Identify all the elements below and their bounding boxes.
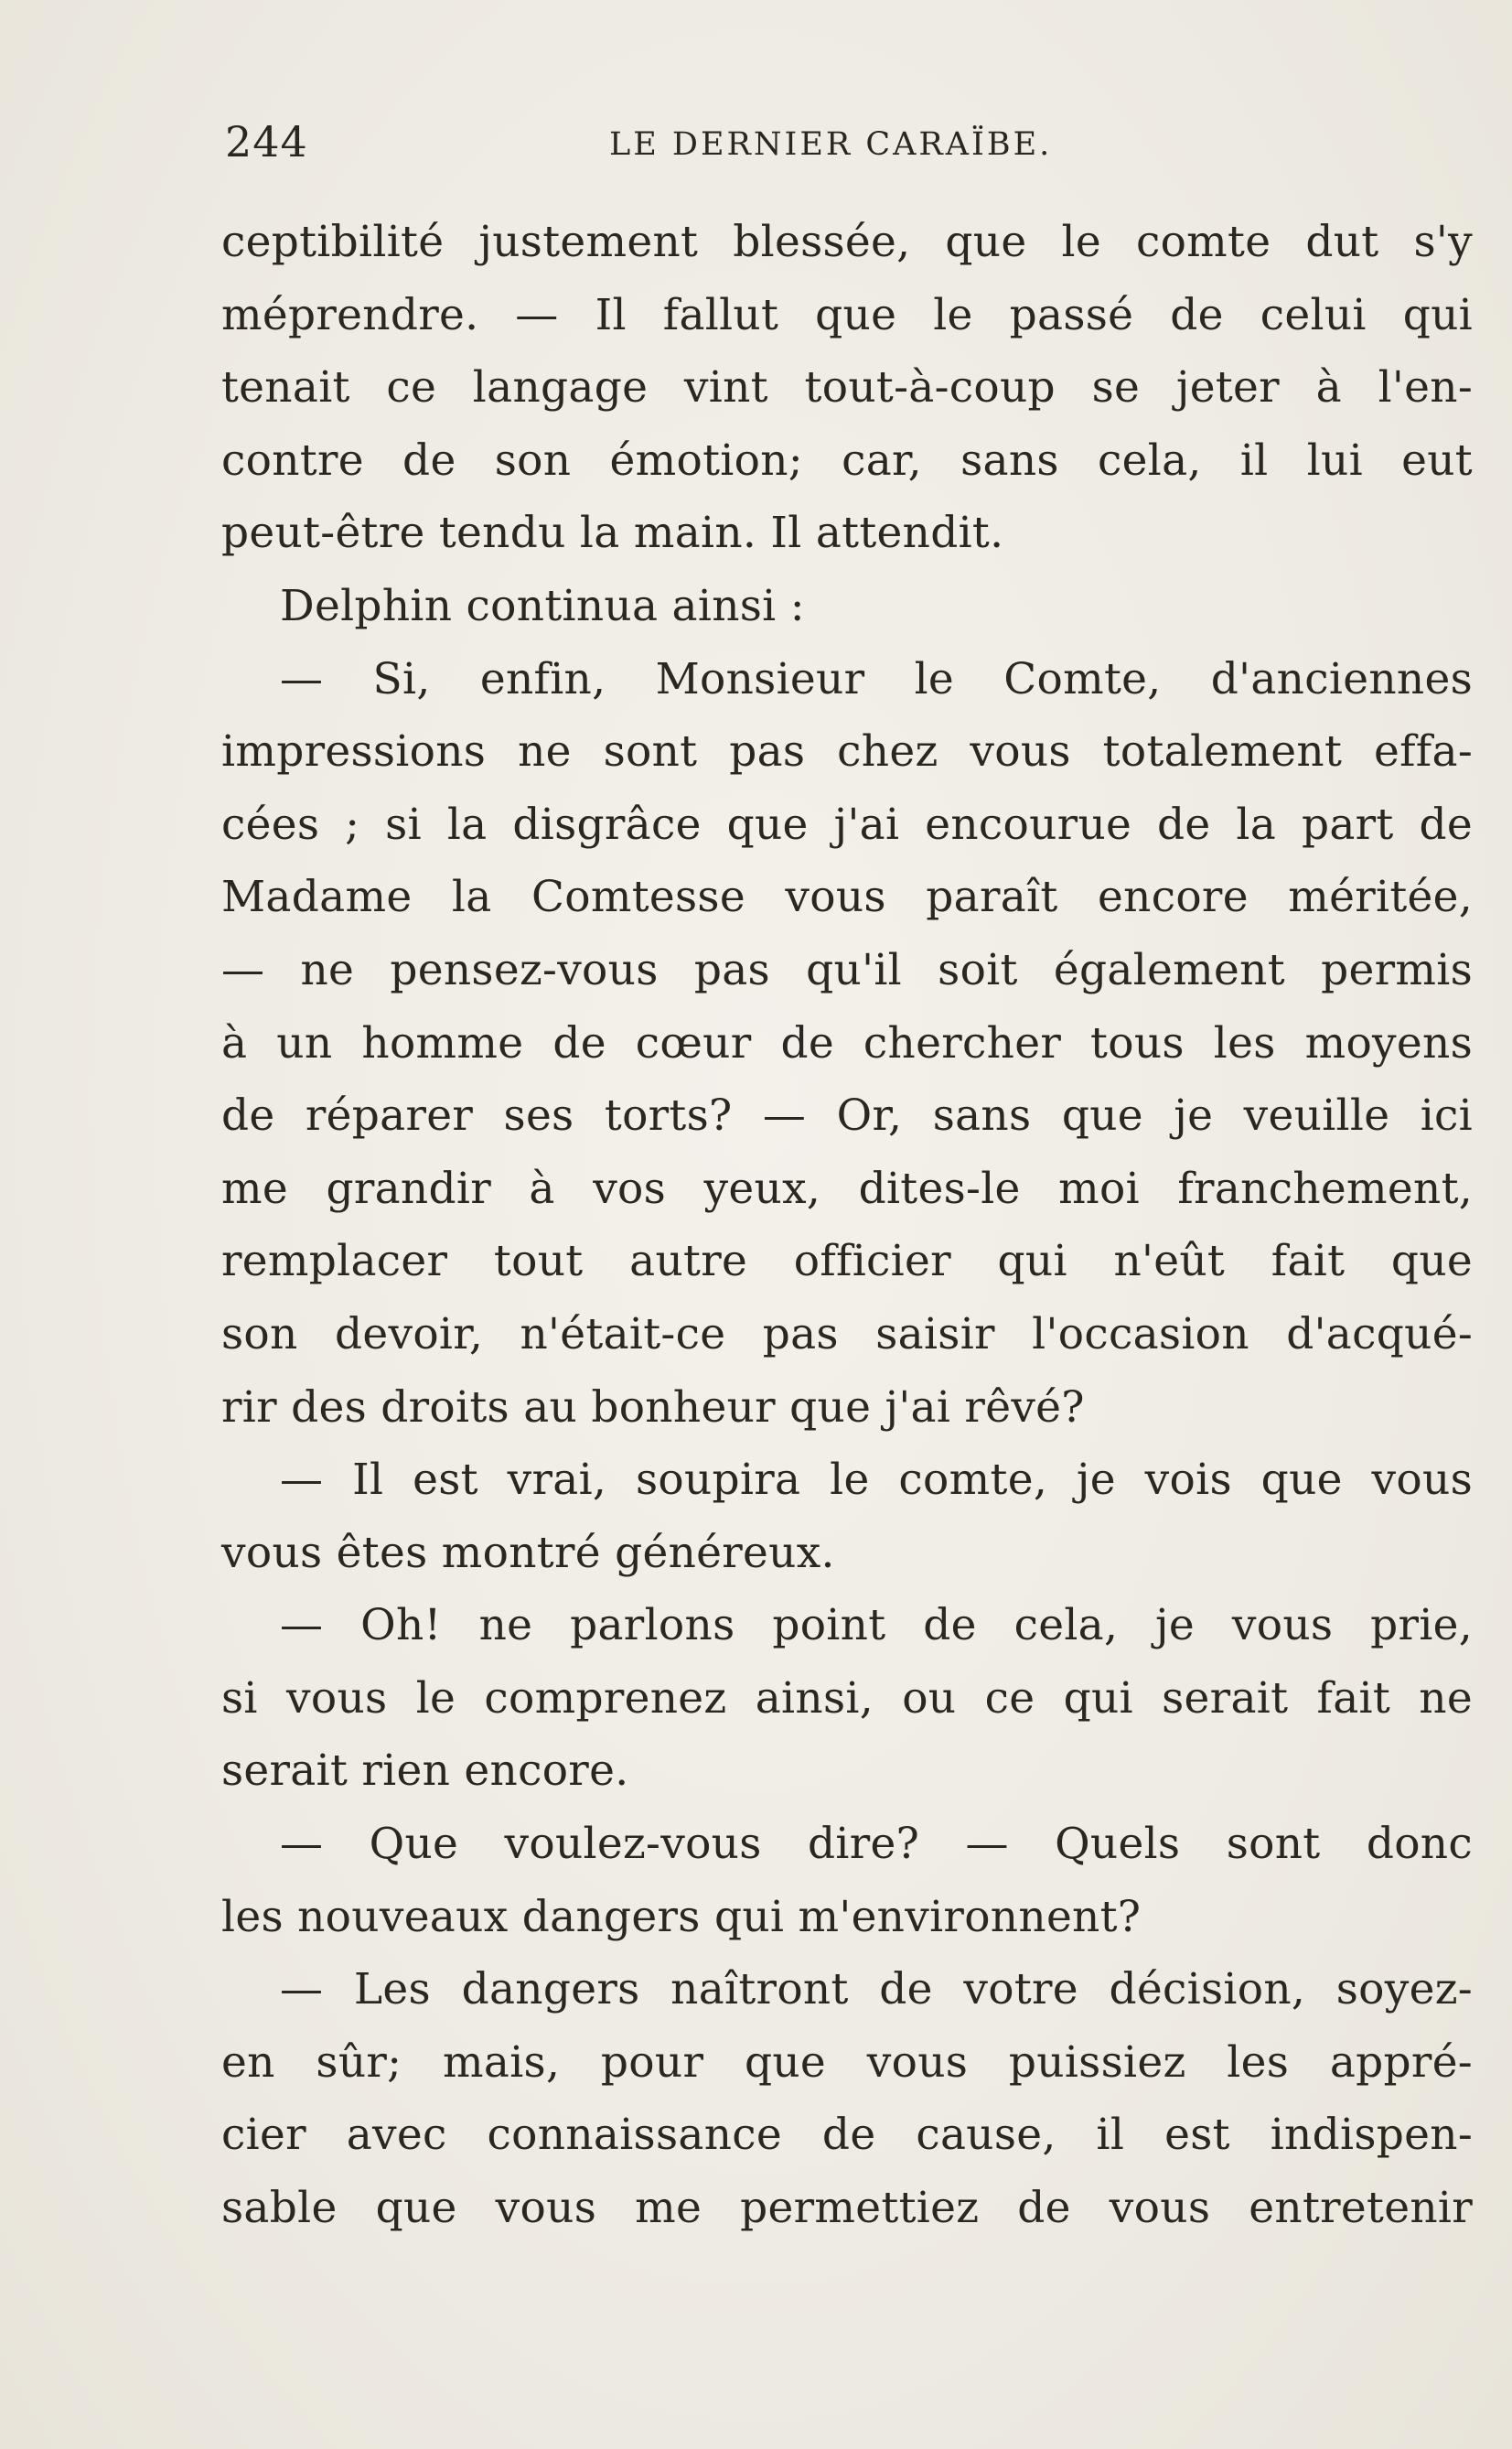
text-line: en sûr; mais, pour que vous puissiez les appré- <box>221 2036 1473 2088</box>
text-line: remplacer tout autre officier qui n'eût fait que <box>221 1236 1473 1287</box>
text-line: les nouveaux dangers qui m'environnent? <box>221 1891 1142 1942</box>
page-header <box>225 117 1469 172</box>
text-line: serait rien encore. <box>221 1745 629 1797</box>
text-line: tenait ce langage vint tout-à-coup se jeter à l'en- <box>221 362 1473 414</box>
text-line: si vous le comprenez ainsi, ou ce qui serait fait ne <box>221 1672 1473 1724</box>
text-line: peut-être tendu la main. Il attendit. <box>221 508 1004 559</box>
text-line: rir des droits au bonheur que j'ai rêvé? <box>221 1381 1085 1433</box>
text-line: vous êtes montré généreux. <box>221 1527 835 1578</box>
text-line: — Oh! ne parlons point de cela, je vous prie, <box>280 1600 1473 1651</box>
body-text <box>221 206 1473 2245</box>
page-number: 244 <box>225 117 308 166</box>
running-title: LE DERNIER CARAÏBE. <box>609 126 1053 163</box>
text-line: méprendre. — Il fallut que le passé de celui qui <box>221 289 1473 340</box>
text-line: — Les dangers naîtront de votre décision, soyez- <box>280 1964 1473 2015</box>
text-line: — Que voulez-vous dire? — Quels sont donc <box>280 1819 1473 1870</box>
text-line: à un homme de cœur de chercher tous les moyens <box>221 1017 1473 1069</box>
text-line: — Si, enfin, Monsieur le Comte, d'anciennes <box>280 653 1473 704</box>
text-line: contre de son émotion; car, sans cela, il lui eut <box>221 435 1473 486</box>
text-line: — ne pensez-vous pas qu'il soit également permis <box>221 944 1473 995</box>
text-line: — Il est vrai, soupira le comte, je vois que vous <box>280 1455 1473 1506</box>
text-line: cier avec connaissance de cause, il est indispen- <box>221 2110 1473 2161</box>
text-line: Delphin continua ainsi : <box>280 580 805 631</box>
text-line: cées ; si la disgrâce que j'ai encourue de la part de <box>221 799 1473 850</box>
text-line: ceptibilité justement blessée, que le comte dut s'y <box>221 217 1473 267</box>
text-line: sable que vous me permettiez de vous entretenir <box>221 2183 1473 2234</box>
text-line: de réparer ses torts? — Or, sans que je veuille ici <box>221 1090 1473 1142</box>
text-line: son devoir, n'était-ce pas saisir l'occasion d'acqué- <box>221 1308 1473 1359</box>
text-line: Madame la Comtesse vous paraît encore méritée, <box>221 872 1473 923</box>
text-line: me grandir à vos yeux, dites-le moi franchement, <box>221 1163 1473 1214</box>
text-line: impressions ne sont pas chez vous totalement effa- <box>221 726 1473 778</box>
